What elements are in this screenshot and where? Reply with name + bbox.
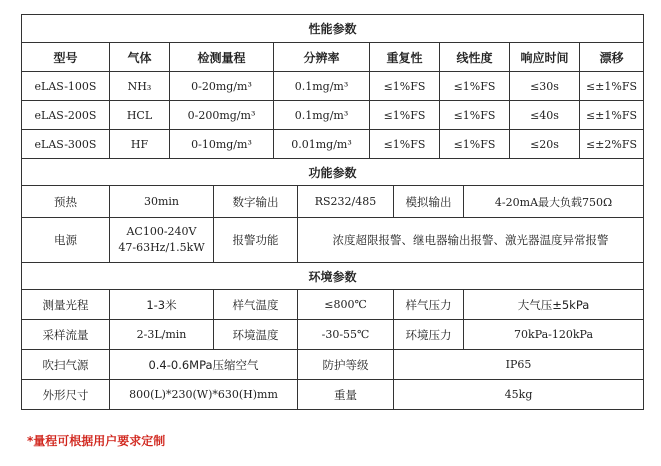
cell-response-time: ≤30s xyxy=(510,72,580,101)
customization-note: *量程可根据用户要求定制 xyxy=(27,434,166,448)
environment-title: 环境参数 xyxy=(22,263,644,290)
header-resolution: 分辨率 xyxy=(274,43,370,72)
cell-repeatability: ≤1%FS xyxy=(370,101,440,130)
cell-resolution: 0.1mg/m³ xyxy=(274,72,370,101)
dimensions-value: 800(L)*230(W)*630(H)mm xyxy=(110,380,298,410)
table-row xyxy=(22,290,644,320)
cell-linearity: ≤1%FS xyxy=(440,130,510,159)
weight-value: 45kg xyxy=(394,380,644,410)
ambient-pressure-label: 环境压力 xyxy=(394,320,464,350)
sample-flow-label: 采样流量 xyxy=(22,320,110,350)
header-drift: 漂移 xyxy=(580,43,644,72)
cell-drift: ≤±1%FS xyxy=(580,72,644,101)
table-row xyxy=(22,320,644,350)
power-voltage: AC100-240V xyxy=(126,225,197,238)
power-label: 电源 xyxy=(22,218,110,263)
header-model: 型号 xyxy=(22,43,110,72)
function-title: 功能参数 xyxy=(22,159,644,186)
header-repeatability: 重复性 xyxy=(370,43,440,72)
header-response-time: 响应时间 xyxy=(510,43,580,72)
cell-resolution: 0.01mg/m³ xyxy=(274,130,370,159)
cell-model: eLAS-200S xyxy=(22,101,110,130)
protection-value: IP65 xyxy=(394,350,644,380)
digital-output-value: RS232/485 xyxy=(298,186,394,218)
sample-pressure-value: 大气压±5kPa xyxy=(464,290,644,320)
header-range: 检测量程 xyxy=(170,43,274,72)
cell-response-time: ≤20s xyxy=(510,130,580,159)
sample-temp-label: 样气温度 xyxy=(214,290,298,320)
optical-path-value: 1-3米 xyxy=(110,290,214,320)
cell-gas: NH₃ xyxy=(110,72,170,101)
sample-pressure-label: 样气压力 xyxy=(394,290,464,320)
cell-range: 0-10mg/m³ xyxy=(170,130,274,159)
spec-sheet xyxy=(21,14,643,410)
power-value xyxy=(110,218,214,263)
cell-repeatability: ≤1%FS xyxy=(370,130,440,159)
sample-flow-value: 2-3L/min xyxy=(110,320,214,350)
analog-output-value: 4-20mA最大负载750Ω xyxy=(464,186,644,218)
ambient-pressure-value: 70kPa-120kPa xyxy=(464,320,644,350)
cell-drift: ≤±1%FS xyxy=(580,101,644,130)
purge-gas-value: 0.4-0.6MPa压缩空气 xyxy=(110,350,298,380)
table-row xyxy=(22,380,644,410)
table-row xyxy=(22,101,644,130)
table-row xyxy=(22,130,644,159)
preheat-value: 30min xyxy=(110,186,214,218)
sample-temp-value: ≤800℃ xyxy=(298,290,394,320)
environment-table xyxy=(21,262,644,410)
function-table xyxy=(21,158,644,263)
purge-gas-label: 吹扫气源 xyxy=(22,350,110,380)
cell-repeatability: ≤1%FS xyxy=(370,72,440,101)
analog-output-label: 模拟输出 xyxy=(394,186,464,218)
digital-output-label: 数字输出 xyxy=(214,186,298,218)
protection-label: 防护等级 xyxy=(298,350,394,380)
cell-resolution: 0.1mg/m³ xyxy=(274,101,370,130)
cell-gas: HF xyxy=(110,130,170,159)
preheat-label: 预热 xyxy=(22,186,110,218)
alarm-label: 报警功能 xyxy=(214,218,298,263)
cell-model: eLAS-100S xyxy=(22,72,110,101)
table-row xyxy=(22,350,644,380)
optical-path-label: 测量光程 xyxy=(22,290,110,320)
ambient-temp-label: 环境温度 xyxy=(214,320,298,350)
alarm-value: 浓度超限报警、继电器输出报警、激光器温度异常报警 xyxy=(298,218,644,263)
cell-linearity: ≤1%FS xyxy=(440,101,510,130)
ambient-temp-value: -30-55℃ xyxy=(298,320,394,350)
power-frequency: 47-63Hz/1.5kW xyxy=(118,241,205,254)
cell-drift: ≤±2%FS xyxy=(580,130,644,159)
cell-range: 0-20mg/m³ xyxy=(170,72,274,101)
header-gas: 气体 xyxy=(110,43,170,72)
cell-range: 0-200mg/m³ xyxy=(170,101,274,130)
dimensions-label: 外形尺寸 xyxy=(22,380,110,410)
cell-model: eLAS-300S xyxy=(22,130,110,159)
weight-label: 重量 xyxy=(298,380,394,410)
cell-gas: HCL xyxy=(110,101,170,130)
table-row xyxy=(22,72,644,101)
performance-table xyxy=(21,14,644,159)
cell-linearity: ≤1%FS xyxy=(440,72,510,101)
cell-response-time: ≤40s xyxy=(510,101,580,130)
performance-title: 性能参数 xyxy=(22,15,644,43)
header-linearity: 线性度 xyxy=(440,43,510,72)
